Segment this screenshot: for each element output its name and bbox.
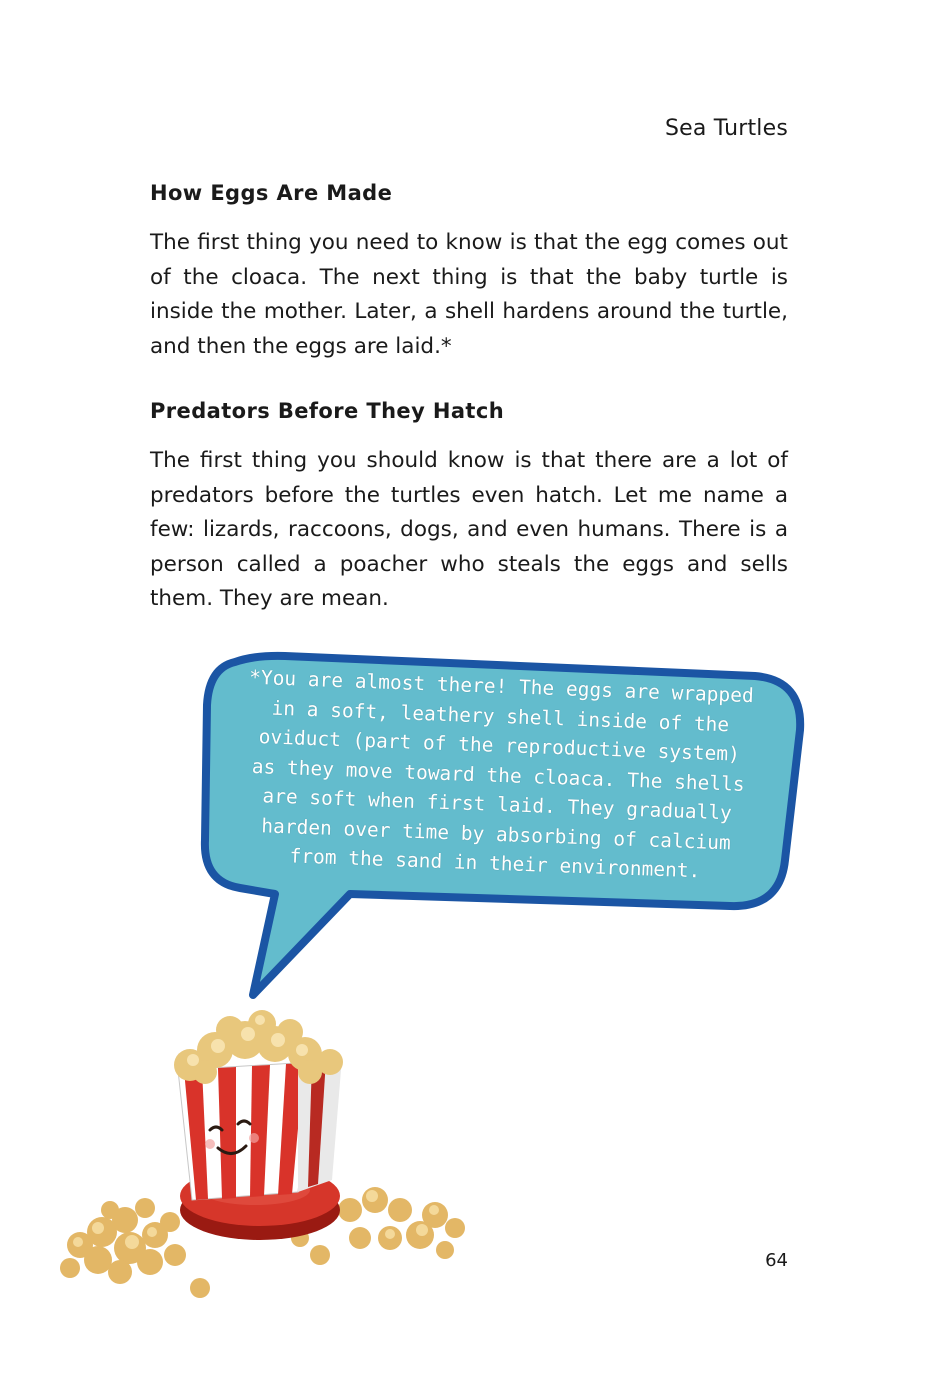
section-heading-eggs: How Eggs Are Made <box>150 181 393 205</box>
section-text-eggs: The first thing you need to know is that the egg comes out of the cloaca. The next thing is that the baby turtle is inside the mother. Later, a shell hardens around the turtle, and then the eggs are laid.* <box>150 230 788 359</box>
page-number: 64 <box>765 1250 788 1271</box>
speech-bubble-text: *You are almost there! The eggs are wrapped in a soft, leathery shell inside of the oviduct (part of the reproductive system) as they move toward the cloaca. The shells are soft when first laid. They gradually harden over time by absorbing of calcium from the sand in their environment. <box>248 665 755 883</box>
running-title: Sea Turtles <box>665 116 788 141</box>
section-text-predators: The first thing you should know is that there are a lot of predators before the turtles even hatch. Let me name a few: lizards, raccoons, dogs, and even humans. There is a person called a poacher who steals the eggs and sells them. They are mean. <box>150 448 788 611</box>
popcorn-mascot-icon <box>50 1010 470 1310</box>
section-heading-predators: Predators Before They Hatch <box>150 399 505 423</box>
